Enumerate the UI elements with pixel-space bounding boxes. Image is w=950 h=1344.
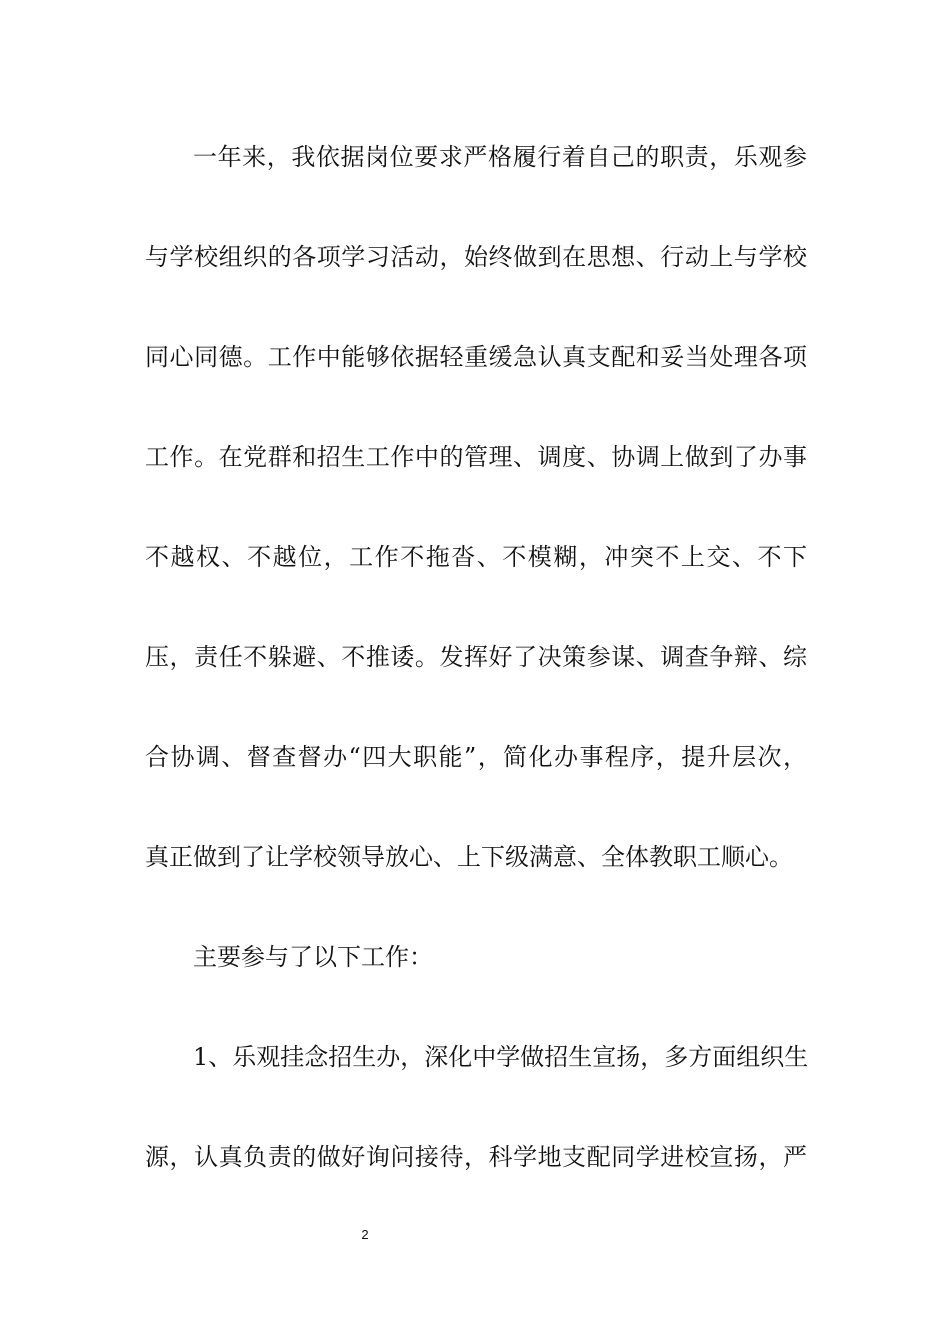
paragraph-1-line-2: 与学校组织的各项学习活动，始终做到在思想、行动上与学校 <box>145 243 807 271</box>
paragraph-1-line-8: 真正做到了让学校领导放心、上下级满意、全体教职工顺心。 <box>145 843 793 871</box>
paragraph-2-line-1: 主要参与了以下工作： <box>193 943 433 971</box>
paragraph-3-line-1: 1、乐观挂念招生办，深化中学做招生宣扬，多方面组织生 <box>193 1043 809 1071</box>
paragraph-1-line-7: 合协调、督查督办“四大职能”，简化办事程序，提升层次， <box>145 743 807 771</box>
paragraph-1-line-6: 压，责任不躲避、不推诿。发挥好了决策参谋、调查争辩、综 <box>145 643 807 671</box>
paragraph-1-line-3: 同心同德。工作中能够依据轻重缓急认真支配和妥当处理各项 <box>145 343 807 371</box>
paragraph-1-line-5: 不越权、不越位，工作不拖沓、不模糊，冲突不上交、不下 <box>145 543 807 571</box>
paragraph-3-line-2: 源，认真负责的做好询问接待，科学地支配同学进校宣扬，严 <box>145 1143 807 1171</box>
page-number: 2 <box>361 1227 369 1242</box>
paragraph-1-line-4: 工作。在党群和招生工作中的管理、调度、协调上做到了办事 <box>145 443 807 471</box>
paragraph-1-line-1: 一年来，我依据岗位要求严格履行着自己的职责，乐观参 <box>193 143 807 171</box>
